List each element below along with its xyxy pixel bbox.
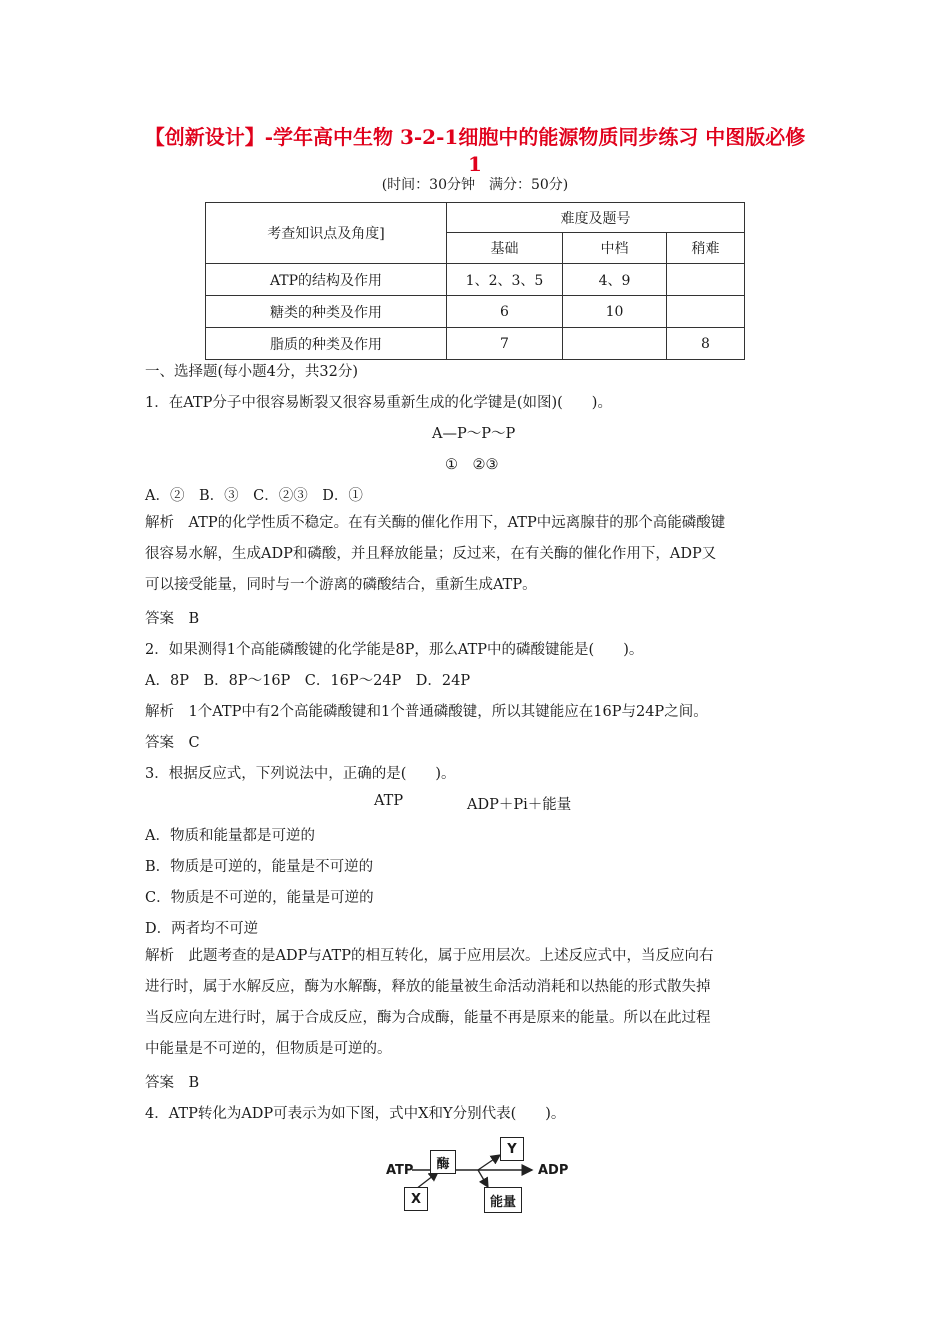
table-row — [206, 264, 745, 296]
question-2-options: A．8P B．8P～16P C．16P～24P D．24P — [145, 673, 471, 689]
question-2-answer: 答案 C — [145, 735, 200, 751]
enzyme-box: 酶 — [430, 1150, 456, 1174]
question-3-stem: 3．根据反应式，下列说法中，正确的是( )。 — [145, 766, 456, 782]
row-mid: 4、9 — [563, 264, 667, 296]
analysis-line: 可以接受能量，同时与一个游离的磷酸结合，重新生成ATP。 — [145, 577, 537, 593]
option-b: B．物质是可逆的，能量是不可逆的 — [145, 859, 374, 875]
table-row — [206, 328, 745, 360]
question-1-answer: 答案 B — [145, 611, 200, 627]
question-3-answer: 答案 B — [145, 1075, 200, 1091]
row-basic: 7 — [447, 328, 563, 360]
document-title: 【创新设计】-学年高中生物 3-2-1细胞中的能源物质同步练习 中图版必修1 — [144, 125, 806, 176]
question-2-stem: 2．如果测得1个高能磷酸键的化学能是8P，那么ATP中的磷酸键能是( )。 — [145, 642, 644, 658]
energy-box: 能量 — [484, 1187, 522, 1213]
analysis-line: 进行时，属于水解反应，酶为水解酶，释放的能量被生命活动消耗和以热能的形式散失掉 — [145, 979, 711, 995]
row-topic: ATP的结构及作用 — [206, 264, 447, 296]
diagram-atp-label: ATP — [386, 1163, 414, 1178]
analysis-line: 解析 ATP的化学性质不稳定。在有关酶的催化作用下，ATP中远离腺苷的那个高能磷酸键 — [145, 515, 726, 531]
table-row — [206, 296, 745, 328]
question-1-options: A．② B．③ C．②③ D．① — [145, 488, 363, 504]
analysis-line: 解析 此题考查的是ADP与ATP的相互转化，属于应用层次。上述反应式中，当反应向右 — [145, 948, 714, 964]
question-1-stem: 1．在ATP分子中很容易断裂又很容易重新生成的化学键是(如图)( )。 — [145, 395, 612, 411]
question-1-analysis — [145, 508, 810, 601]
row-hard — [667, 296, 745, 328]
bond-markers: ① ②③ — [445, 457, 499, 473]
table-header-mid: 中档 — [563, 233, 667, 264]
row-hard: 8 — [667, 328, 745, 360]
option-a: A．物质和能量都是可逆的 — [145, 828, 315, 844]
table-header-difficulty: 难度及题号 — [447, 203, 745, 233]
row-hard — [667, 264, 745, 296]
knowledge-table — [205, 202, 745, 360]
row-mid: 10 — [563, 296, 667, 328]
row-basic: 1、2、3、5 — [447, 264, 563, 296]
question-3-analysis — [145, 941, 810, 1065]
question-4-stem: 4．ATP转化为ADP可表示为如下图，式中X和Y分别代表( )。 — [145, 1106, 566, 1122]
x-box: X — [404, 1187, 428, 1211]
row-topic: 脂质的种类及作用 — [206, 328, 447, 360]
row-mid — [563, 328, 667, 360]
analysis-line: 当反应向左进行时，属于合成反应，酶为合成酶，能量不再是原来的能量。所以在此过程 — [145, 1010, 711, 1026]
section-heading: 一、选择题(每小题4分，共32分) — [145, 364, 358, 380]
reaction-right: ADP＋Pi＋能量 — [467, 797, 572, 813]
atp-formula: A—P～P～P — [432, 426, 516, 442]
question-2-analysis: 解析 1个ATP中有2个高能磷酸键和1个普通磷酸键，所以其键能应在16P与24P之间。 — [145, 704, 708, 720]
analysis-line: 很容易水解，生成ADP和磷酸，并且释放能量；反过来，在有关酶的催化作用下，ADP又 — [145, 546, 717, 562]
option-d: D．两者均不可逆 — [145, 921, 259, 937]
option-c: C．物质是不可逆的，能量是可逆的 — [145, 890, 374, 906]
row-basic: 6 — [447, 296, 563, 328]
reaction-left: ATP — [374, 793, 404, 809]
table-header-basic: 基础 — [447, 233, 563, 264]
exam-info: (时间：30分钟 满分：50分) — [381, 177, 569, 193]
table-header-topic: 考查知识点及角度] — [206, 203, 447, 264]
analysis-line: 中能量是不可逆的，但物质是可逆的。 — [145, 1041, 392, 1057]
table-header-hard: 稍难 — [667, 233, 745, 264]
row-topic: 糖类的种类及作用 — [206, 296, 447, 328]
diagram-adp-label: ADP — [538, 1163, 569, 1178]
y-box: Y — [500, 1137, 524, 1161]
